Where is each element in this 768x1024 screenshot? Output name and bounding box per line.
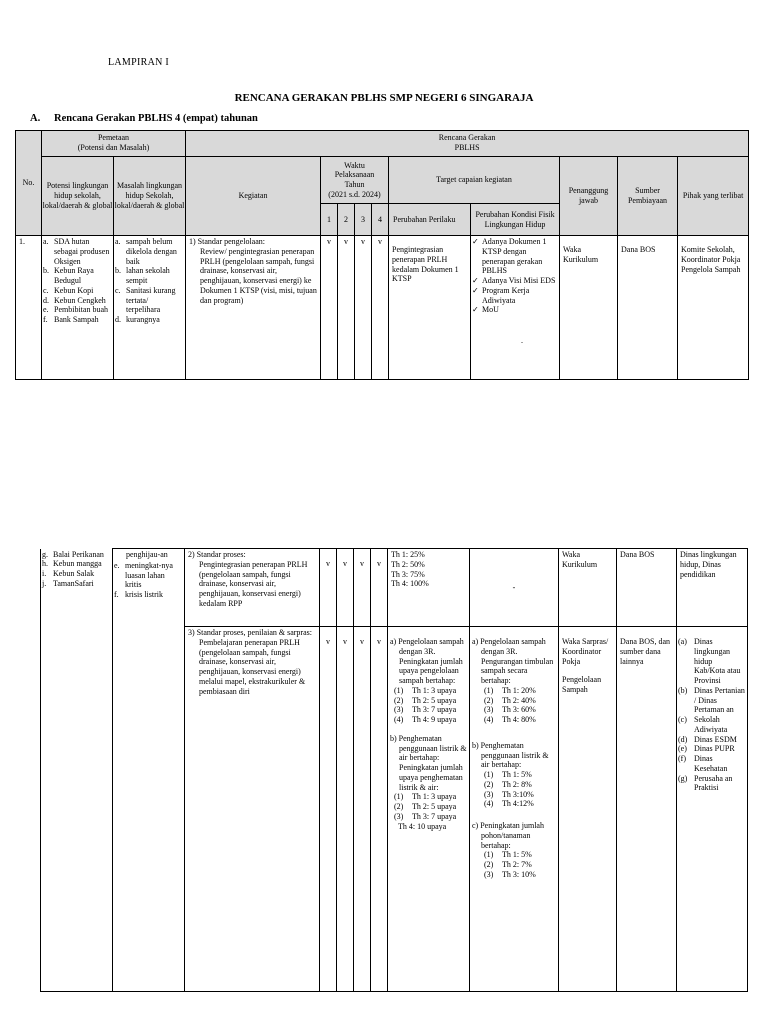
list-item: (a) Dinas lingkungan hidup Kab/Kota atau Provinsi [678,637,741,685]
list-item: (2) Th 2: 5 upaya [394,802,457,811]
row3-fisik [470,627,559,992]
masalah-continuation: penghijau-an [126,550,168,559]
plan-table-page1 [15,130,749,380]
row1-kegiatan [186,236,321,380]
list-item: (c) Sekolah Adiwiyata [678,715,728,734]
list-item: (1) Th 1: 20% [484,685,536,695]
row1-perilaku: Pengintegrasian penerapan PRLH kedalam Dokumen 1 KTSP [389,236,471,380]
list-item: (1) Th 1: 5% [484,850,532,860]
check-mark: v [321,236,338,380]
checkmark-icon: ✓ [472,237,479,246]
list-item: e. meningkat-nya luasan lahan kritis [114,560,173,590]
list-item: ✓ Adanya Visi Misi EDS [472,276,556,285]
list-item: b. Kebun Raya Bedugul [43,266,94,285]
header-penanggung: Penanggung jawab [560,157,618,236]
list-item: (4) Th 4: 9 upaya [394,715,457,724]
check-mark: v [337,549,354,627]
list-item: ✓ Adanya Dokumen 1 KTSP dengan penerapan gerakan PBLHS [472,237,547,276]
row2-penanggung: Waka Kurikulum [559,549,617,627]
header-waktu: Waktu Pelaksanaan Tahun (2021 s.d. 2024) [321,157,389,204]
list-item: d. kurangnya [115,315,160,324]
list-item: i. Kebun Salak [42,569,95,578]
header-masalah: Masalah lingkungan hidup Sekolah, lokal/daerah & global [114,157,186,236]
row3-kegiatan [185,627,320,992]
header-year-4: 4 [372,204,389,236]
row1-no: 1. [16,236,42,380]
list-item: d. Kebun Cengkeh [43,295,106,305]
list-item: (b) Dinas Pertanian / Dinas Pertaman an [678,685,745,715]
perilaku-b-last: Th 4: 10 upaya [398,821,447,831]
list-item: (1) Th 1: 3 upaya [394,685,457,695]
kegiatan-body: Pembelajaran penerapan PRLH (pengelolaan sampah, fungsi drainase, konservasi air, penghijauan, konservasi energi) melalui mapel, ekstrakurikuler & pembiasaan diri [199,637,306,696]
row2-fisik: - [470,549,559,627]
row3-sumber: Dana BOS, dan sumber dana lainnya [617,627,677,992]
fisik-c-heading: c) Peningkatan jumlah pohon/tanaman bertahap: [472,821,544,850]
check-mark: v [355,236,372,380]
lampiran-label: LAMPIRAN I [108,57,170,68]
row1-sumber: Dana BOS [618,236,678,380]
list-item: (3) Th 3: 7 upaya [394,705,457,715]
list-item: (e) Dinas PUPR [678,744,735,754]
list-item: c. Kebun Kopi [43,285,94,295]
header-perubahan-perilaku: Perubahan Perilaku [389,204,471,236]
check-mark: v [354,627,371,992]
list-item: (2) Th 2: 7% [484,860,532,869]
list-item: (2) Th 2: 8% [484,779,532,789]
row1-potensi [42,236,114,380]
check-mark: v [338,236,355,380]
checkmark-icon: ✓ [472,276,479,285]
check-mark: v [372,236,389,380]
list-item: (2) Th 2: 5 upaya [394,695,457,705]
row2-perilaku: Th 1: 25% Th 2: 50% Th 3: 75% Th 4: 100% [388,549,470,627]
list-item: ✓ MoU [472,305,499,315]
perilaku-a-heading: a) Pengelolaan sampah dengan 3R. Peningkatan jumlah upaya pengelolaan sampah bertahap: [390,637,464,685]
list-item: c. Sanitasi kurang tertata/ terpelihara [115,285,176,315]
list-item: (4) Th 4:12% [484,799,534,809]
kegiatan-heading: 2) Standar proses: [188,550,246,559]
row3-pihak [677,627,748,992]
list-item: e. Pembibitan buah [43,305,108,315]
kegiatan-heading: 1) Standar pengelolaan: [189,237,265,246]
check-mark: v [371,627,388,992]
section-text: Rencana Gerakan PBLHS 4 (empat) tahunan [54,113,258,124]
list-item: (3) Th 3: 10% [484,869,536,879]
header-potensi: Potensi lingkungan hidup sekolah, lokal/daerah & global [42,157,114,236]
list-item: (1) Th 1: 5% [484,770,532,779]
list-item: (3) Th 3: 7 upaya [394,811,457,821]
header-target: Target capaian kegiatan [389,157,560,204]
header-no: No. [16,131,42,236]
row1-masalah [114,236,186,380]
check-mark: v [354,549,371,627]
list-item: (3) Th 3: 60% [484,705,536,715]
check-mark: v [337,627,354,992]
list-item: (g) Perusaha an Praktisi [678,773,733,793]
check-mark: v [320,549,337,627]
section-heading [30,113,258,124]
checkmark-icon: ✓ [472,285,479,295]
list-item: (4) Th 4: 80% [484,715,536,724]
row2-pihak: Dinas lingkungan hidup, Dinas pendidikan [677,549,748,627]
perilaku-b-heading: b) Penghematan penggunaan listrik & air bertahap: Peningkatan jumlah upaya penghematan listrik & air: [390,733,467,792]
row3-penanggung: Waka Sarpras/ Koordinator Pokja Pengelolaan Sampah [559,627,617,992]
document-title: RENCANA GERAKAN PBLHS SMP NEGERI 6 SINGARAJA [234,92,534,104]
header-rencana: Rencana Gerakan PBLHS [186,131,749,157]
header-year-2: 2 [338,204,355,236]
check-mark: v [371,549,388,627]
list-item: h. Kebun mangga [42,559,102,569]
row2-kegiatan [185,549,320,627]
header-kegiatan: Kegiatan [186,157,321,236]
kegiatan-heading: 3) Standar proses, penilaian & sarpras: [188,628,312,637]
row1-pihak: Komite Sekolah, Koordinator Pokja Pengelola Sampah [678,236,749,380]
list-item: (d) Dinas ESDM [678,734,737,744]
list-item: (2) Th 2: 40% [484,695,536,705]
header-year-3: 3 [355,204,372,236]
list-item: a. SDA hutan sebagai produsen Oksigen [43,237,110,266]
list-item: b. lahan sekolah sempit [115,266,170,285]
list-item: (1) Th 1: 3 upaya [394,792,457,802]
fisik-b-heading: b) Penghematan penggunaan listrik & air bertahap: [472,740,549,770]
row2-sumber: Dana BOS [617,549,677,627]
header-sumber: Sumber Pembiayaan [618,157,678,236]
checkmark-icon: ✓ [472,305,479,315]
row1-fisik [471,236,560,380]
header-year-1: 1 [321,204,338,236]
list-item: a. sampah belum dikelola dengan baik [115,237,177,266]
plan-table-page2 [40,548,748,992]
list-item: f. krisis listrik [114,590,164,599]
stray-dot: . [521,336,524,345]
fisik-a-heading: a) Pengelolaan sampah dengan 3R. Pengurangan timbulan sampah secara bertahap: [472,637,554,685]
row1-penanggung: Waka Kurikulum [560,236,618,380]
header-perubahan-fisik: Perubahan Kondisi Fisik Lingkungan Hidup [471,204,560,236]
row3-perilaku [388,627,470,992]
list-item: ✓ Program Kerja Adiwiyata [472,285,530,305]
kegiatan-body: Review/ pengintegrasian penerapan PRLH (pengelolaan sampah, fungsi drainase, konservasi air, penghijauan, konservasi energi) ke Dokumen 1 KTSP (visi, misi, tujuan dan program) [200,246,317,305]
list-item: (f) Dinas Kesehatan [678,754,728,773]
kegiatan-body: Pengintegrasian penerapan PRLH (pengelolaan sampah, fungsi drainase, konservasi air, penghijauan, konservasi energi) kedalam RPP [199,559,308,608]
header-pihak: Pihak yang terlibat [678,157,749,236]
page2-masalah [113,549,185,992]
check-mark: v [320,627,337,992]
list-item: (3) Th 3:10% [484,789,534,799]
list-item: f. Bank Sampah [43,315,99,324]
header-pemetaan: Pemetaan (Potensi dan Masalah) [42,131,186,157]
section-label: A. [30,113,41,124]
page2-potensi [41,549,113,992]
list-item: g. Balai Perikanan [42,549,104,559]
list-item: j. TamanSafari [42,578,94,588]
